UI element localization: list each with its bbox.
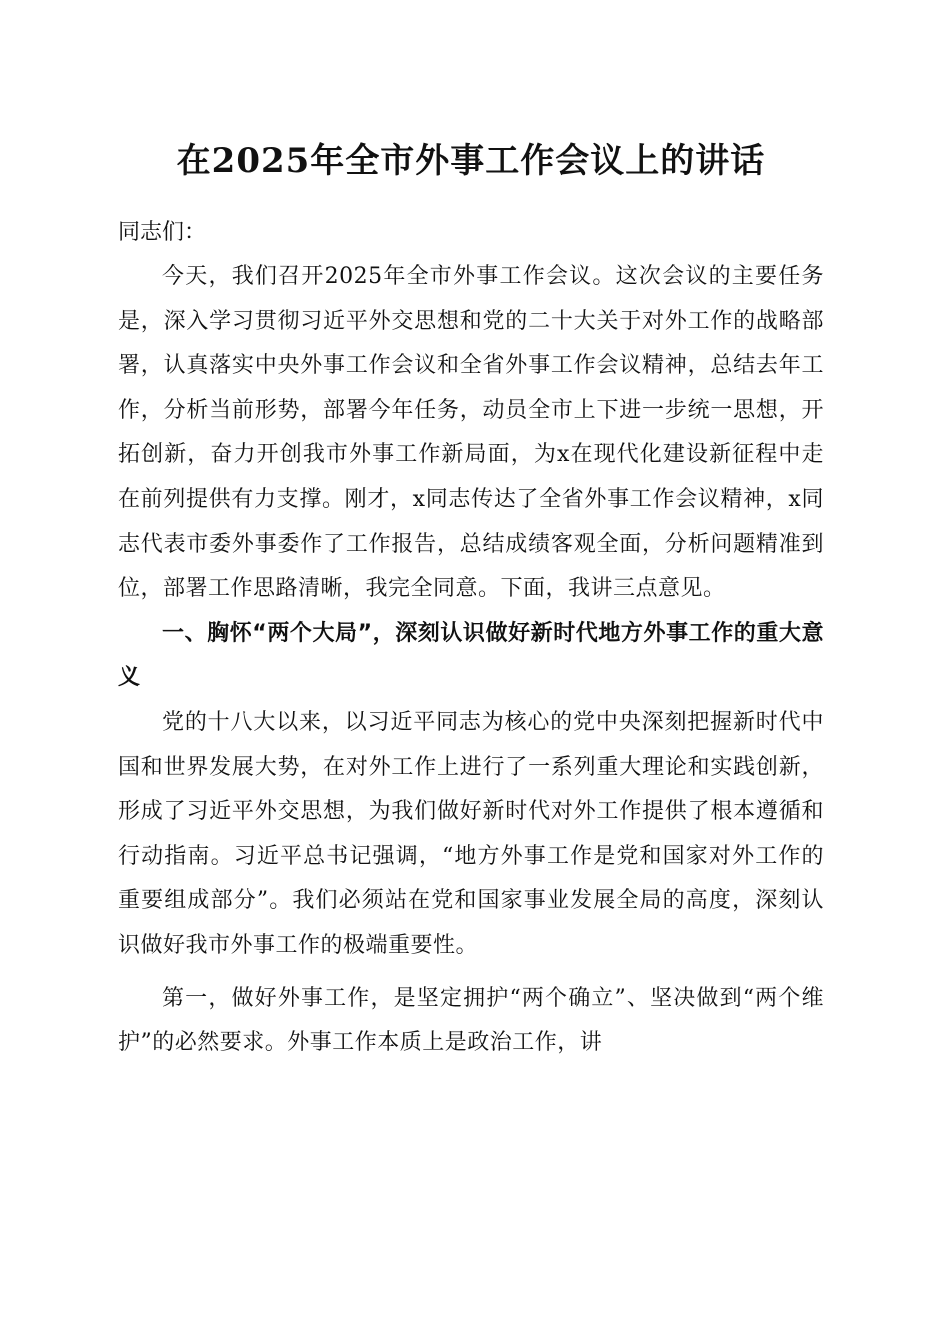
- salutation: 同志们：: [118, 220, 207, 245]
- document-body: [118, 136, 824, 1066]
- section-heading-1: 一、胸怀“两个大局”，深刻认识做好新时代地方外事工作的重大意义: [118, 620, 824, 691]
- paragraph-point-one: 第一，做好外事工作，是坚定拥护“两个确立”、坚决做到“两个维护”的必然要求。外事工作本质上是政治工作，讲: [118, 985, 824, 1056]
- paragraph-significance: 党的十八大以来，以习近平同志为核心的党中央深刻把握新时代中国和世界发展大势，在对外工作上进行了一系列重大理论和实践创新，形成了习近平外交思想，为我们做好新时代对外工作提供了根本遵循和行动指南。习近平总书记强调，“地方外事工作是党和国家对外工作的重要组成部分”。我们必须站在党和国家事业发展全局的高度，深刻认识做好我市外事工作的极端重要性。: [118, 709, 824, 958]
- document-title: 在2025年全市外事工作会议上的讲话: [176, 141, 766, 181]
- paragraph-opening: 今天，我们召开2025年全市外事工作会议。这次会议的主要任务是，深入学习贯彻习近平外交思想和党的二十大关于对外工作的战略部署，认真落实中央外事工作会议和全省外事工作会议精神，总结去年工作，分析当前形势，部署今年任务，动员全市上下进一步统一思想，开拓创新，奋力开创我市外事工作新局面，为x在现代化建设新征程中走在前列提供有力支撑。刚才，x同志传达了全省外事工作会议精神，x同志代表市委外事委作了工作报告，总结成绩客观全面，分析问题精准到位，部署工作思路清晰，我完全同意。下面，我讲三点意见。: [118, 264, 824, 602]
